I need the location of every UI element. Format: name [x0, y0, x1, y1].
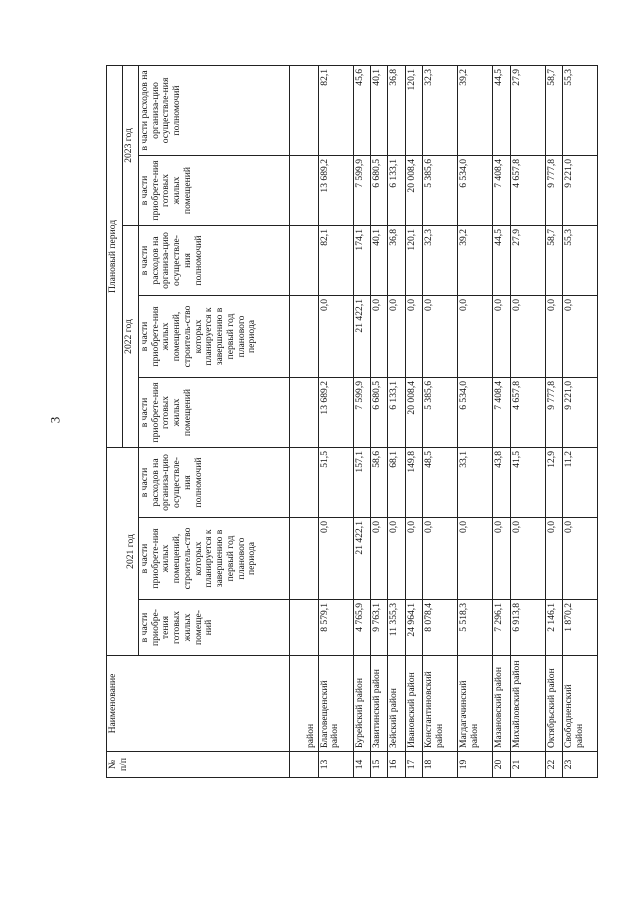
cell: 0,0: [563, 295, 598, 377]
cell: 0,0: [510, 518, 545, 600]
header-num: № п/п: [107, 752, 290, 778]
cell: 6 680,5: [371, 377, 388, 447]
row-num: 20: [493, 752, 510, 778]
cell: 0,0: [510, 295, 545, 377]
cell: 0,0: [545, 295, 562, 377]
cell: 43,8: [493, 447, 510, 517]
cell: 20 008,4: [405, 377, 422, 447]
cell: 11,2: [563, 447, 598, 517]
header-2023-finished: в части приобрете-ния готовых жилых помещений: [139, 155, 290, 225]
cell: 39,2: [458, 65, 493, 155]
cell: 41,5: [510, 447, 545, 517]
cell: 0,0: [318, 295, 353, 377]
row-num: 19: [458, 752, 493, 778]
cell: 0,0: [493, 518, 510, 600]
cell: 5 518,3: [458, 600, 493, 656]
cell: 12,9: [545, 447, 562, 517]
header-2022-finished: в части приобрете-ния готовых жилых помещений: [139, 377, 290, 447]
cell: 0,0: [318, 518, 353, 600]
cell: 40,1: [371, 225, 388, 295]
cell: 33,1: [458, 447, 493, 517]
cell: 24 964,1: [405, 600, 422, 656]
cell: 4 765,9: [353, 600, 370, 656]
cell: 8 078,4: [423, 600, 458, 656]
row-name: Бурейский район: [353, 656, 370, 752]
cell: 36,8: [388, 225, 405, 295]
header-planned-period: Плановый период: [107, 65, 123, 447]
cell: 120,1: [405, 65, 422, 155]
cell: 5 385,6: [423, 377, 458, 447]
header-2022-construction: в части приобрете-ния жилых помещений, строитель-ство которых планируется к завершению в первый год планового периода: [139, 295, 290, 377]
cell: 21 422,1: [353, 518, 370, 600]
row-num: 15: [371, 752, 388, 778]
cell: 5 385,6: [423, 155, 458, 225]
cell: 13 689,2: [318, 377, 353, 447]
cell: 20 008,4: [405, 155, 422, 225]
row-num: 13: [318, 752, 353, 778]
cell: 13 689,2: [318, 155, 353, 225]
row-name: Ивановский район: [405, 656, 422, 752]
cell: 0,0: [423, 518, 458, 600]
row-name: Завитинский район: [371, 656, 388, 752]
rotated-table-area: [106, 66, 598, 778]
cell: 0,0: [423, 295, 458, 377]
carry-over-text: район: [290, 656, 319, 752]
header-2022-admin: в части расходов на организа-цию осуществле-ния полномочий: [139, 225, 290, 295]
row-num: 18: [423, 752, 458, 778]
cell: 174,1: [353, 225, 370, 295]
cell: 7 599,9: [353, 155, 370, 225]
cell: 0,0: [563, 518, 598, 600]
cell: 32,3: [423, 225, 458, 295]
cell: 6 133,1: [388, 377, 405, 447]
row-num: 21: [510, 752, 545, 778]
cell: 2 146,1: [545, 600, 562, 656]
cell: 0,0: [405, 295, 422, 377]
cell: 45,6: [353, 65, 370, 155]
cell: 27,9: [510, 225, 545, 295]
row-name: Свободненский район: [563, 656, 598, 752]
row-num: 17: [405, 752, 422, 778]
cell: 120,1: [405, 225, 422, 295]
header-2021-admin: в части расходов на организа-цию осуществле-ния полномочий: [139, 447, 290, 517]
cell: 44,5: [493, 65, 510, 155]
cell: 8 579,1: [318, 600, 353, 656]
cell: 0,0: [388, 295, 405, 377]
header-2023: 2023 год: [123, 65, 139, 225]
cell: 55,3: [563, 225, 598, 295]
cell: 44,5: [493, 225, 510, 295]
cell: 68,1: [388, 447, 405, 517]
row-num: 16: [388, 752, 405, 778]
cell: 58,7: [545, 225, 562, 295]
cell: 48,5: [423, 447, 458, 517]
page-number: 3: [47, 416, 63, 424]
row-name: Константиновский район: [423, 656, 458, 752]
row-name: Благовещенский район: [318, 656, 353, 752]
row-name: Михайловский район: [510, 656, 545, 752]
cell: 6 534,0: [458, 155, 493, 225]
cell: 0,0: [458, 518, 493, 600]
cell: 9 763,1: [371, 600, 388, 656]
cell: 7 599,9: [353, 377, 370, 447]
cell: 55,3: [563, 65, 598, 155]
cell: 82,1: [318, 65, 353, 155]
cell: 11 355,3: [388, 600, 405, 656]
header-2023-admin: в части расходов на организа-цию осуществле-ния полномочий: [139, 65, 290, 155]
cell: 27,9: [510, 65, 545, 155]
cell: 9 221,0: [563, 155, 598, 225]
cell: 7 408,4: [493, 155, 510, 225]
row-name: Зейский район: [388, 656, 405, 752]
cell: 40,1: [371, 65, 388, 155]
row-num: 22: [545, 752, 562, 778]
cell: 58,7: [545, 65, 562, 155]
header-2022: 2022 год: [123, 225, 139, 447]
cell: 21 422,1: [353, 295, 370, 377]
cell: 6 913,8: [510, 600, 545, 656]
row-name: Октябрьский район: [545, 656, 562, 752]
cell: 0,0: [405, 518, 422, 600]
cell: 1 870,2: [563, 600, 598, 656]
cell: 58,6: [371, 447, 388, 517]
cell: 36,8: [388, 65, 405, 155]
cell: 9 221,0: [563, 377, 598, 447]
row-num: 23: [563, 752, 598, 778]
cell: 0,0: [545, 518, 562, 600]
header-2021-construction: в части приобрете-ния жилых помещений, строитель-ство которых планируется к завершению в первый год планового периода: [139, 518, 290, 600]
row-name: Магдагачинский район: [458, 656, 493, 752]
cell: 6 534,0: [458, 377, 493, 447]
cell: 32,3: [423, 65, 458, 155]
cell: 149,8: [405, 447, 422, 517]
header-2021-finished: в части приобре-тения готовых жилых помеще-ний: [139, 600, 290, 656]
header-2021: 2021 год: [107, 447, 139, 655]
row-num: 14: [353, 752, 370, 778]
cell: 4 657,8: [510, 155, 545, 225]
cell: 6 133,1: [388, 155, 405, 225]
cell: 7 296,1: [493, 600, 510, 656]
budget-table: [106, 65, 598, 778]
cell: 6 680,5: [371, 155, 388, 225]
cell: 51,5: [318, 447, 353, 517]
cell: 0,0: [371, 518, 388, 600]
cell: 9 777,8: [545, 377, 562, 447]
cell: 0,0: [388, 518, 405, 600]
cell: 9 777,8: [545, 155, 562, 225]
cell: 4 657,8: [510, 377, 545, 447]
cell: 7 408,4: [493, 377, 510, 447]
cell: 0,0: [493, 295, 510, 377]
header-name: Наименование: [107, 656, 290, 752]
cell: 0,0: [458, 295, 493, 377]
row-name: Мазановский район: [493, 656, 510, 752]
cell: 39,2: [458, 225, 493, 295]
cell: 157,1: [353, 447, 370, 517]
cell: 82,1: [318, 225, 353, 295]
cell: 0,0: [371, 295, 388, 377]
